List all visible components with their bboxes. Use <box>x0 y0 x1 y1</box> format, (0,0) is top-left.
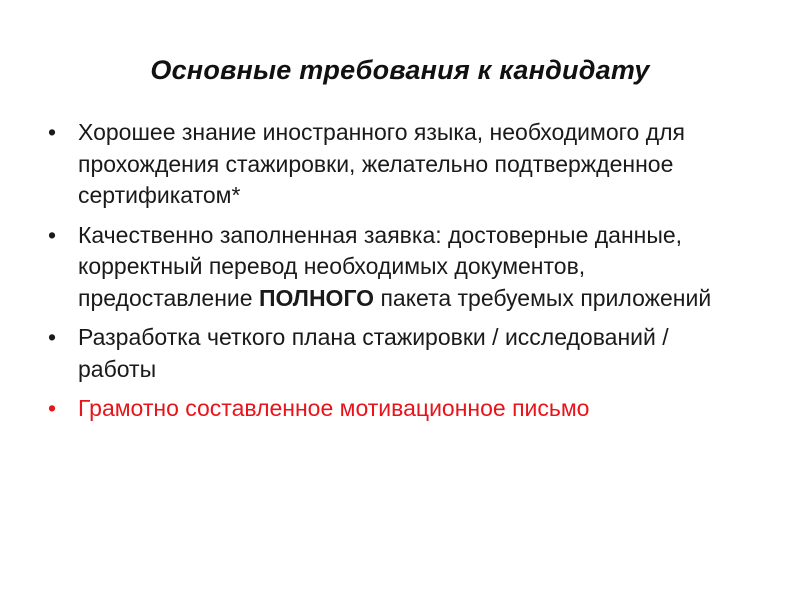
requirements-list <box>48 117 748 433</box>
list-item-text <box>78 222 711 311</box>
list-item <box>48 322 748 385</box>
list-item-text: Разработка четкого плана стажировки / исследований / работы <box>78 324 669 382</box>
list-item-text-part: пакета требуемых приложений <box>374 284 712 311</box>
bullet-icon: • <box>48 221 57 248</box>
bullet-icon: • <box>48 395 57 421</box>
list-item-emphasis: ПОЛНОГО <box>258 284 375 311</box>
bullet-icon: • <box>48 119 57 145</box>
list-item-highlighted <box>48 393 748 425</box>
list-item-text-part: Качественно заполненная заявка: достоверные данные, корректный перевод необходимых документов, предоставление <box>78 221 683 311</box>
list-item-text: Хорошее знание иностранного языка, необходимого для прохождения стажировки, желательно подтвержденное сертификатом* <box>78 119 685 208</box>
list-item <box>48 220 748 315</box>
list-item-text: Грамотно составленное мотивационное письмо <box>78 395 590 421</box>
slide-title: Основные требования к кандидату <box>150 55 650 85</box>
list-item <box>48 117 748 212</box>
bullet-icon: • <box>48 324 57 350</box>
